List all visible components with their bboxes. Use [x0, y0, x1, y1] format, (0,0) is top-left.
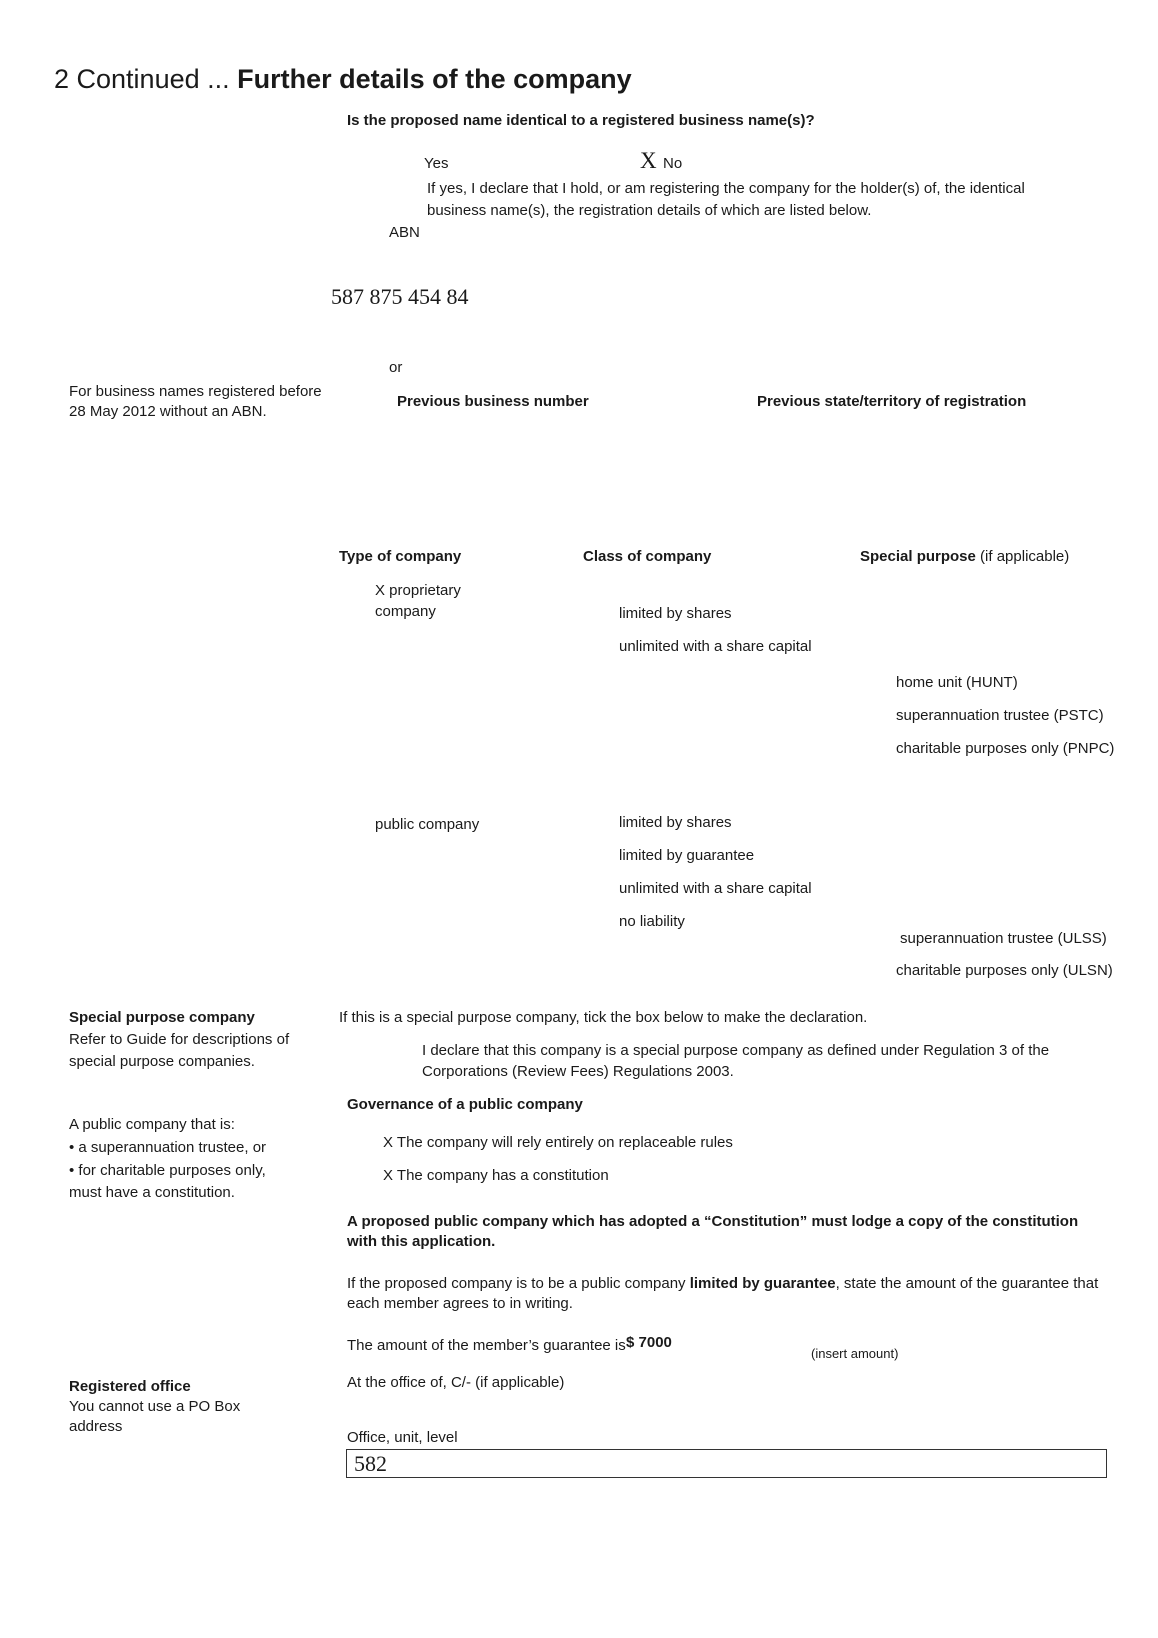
no-checkbox-mark[interactable]: X — [640, 148, 657, 173]
special-purpose-side-title: Special purpose company — [69, 1009, 255, 1026]
prop-class-unlimited[interactable]: unlimited with a share capital — [619, 638, 812, 655]
prev-state-header: Previous state/territory of registration — [757, 393, 1027, 410]
insert-amount-hint: (insert amount) — [811, 1346, 899, 1361]
prop-special-super-trustee[interactable]: superannuation trustee (PSTC) — [896, 707, 1104, 724]
special-purpose-header — [860, 547, 1069, 567]
governance-side-bullet1: • a superannuation trustee, or — [69, 1139, 267, 1156]
guarantee-instruction-bold: limited by guarantee — [689, 1275, 836, 1292]
governance-side-line4: must have a constitution. — [69, 1184, 235, 1201]
page-title — [54, 62, 632, 96]
or-label: or — [389, 359, 403, 376]
office-unit-level-field[interactable] — [346, 1449, 1107, 1478]
abn-field[interactable]: 587 875 454 84 — [331, 284, 469, 309]
public-special-charitable[interactable]: charitable purposes only (ULSN) — [896, 962, 1113, 979]
section-prefix: 2 Continued ... — [54, 64, 238, 94]
prev-business-number-header: Previous business number — [397, 393, 589, 410]
public-special-super-trustee[interactable]: superannuation trustee (ULSS) — [900, 930, 1107, 947]
special-purpose-side-line1: Refer to Guide for descriptions of — [69, 1031, 290, 1048]
business-name-declaration-line1: If yes, I declare that I hold, or am registering the company for the holder(s) of, the identical — [427, 180, 1025, 197]
governance-option-replaceable-rules[interactable]: X The company will rely entirely on replaceable rules — [383, 1134, 733, 1151]
special-purpose-declaration-line1[interactable]: I declare that this company is a special purpose company as defined under Regulation 3 of the — [422, 1042, 1050, 1059]
registered-office-side-title: Registered office — [69, 1378, 191, 1395]
abn-label: ABN — [389, 224, 420, 241]
proprietary-option-line1[interactable]: X proprietary — [375, 582, 461, 599]
business-name-declaration-line2: business name(s), the registration details of which are listed below. — [427, 202, 872, 219]
registered-office-side-line2: address — [69, 1418, 123, 1435]
guarantee-instruction-pre: If the proposed company is to be a public company — [347, 1275, 690, 1292]
registered-office-side-line1: You cannot use a PO Box — [69, 1398, 241, 1415]
no-checkbox-label[interactable]: No — [663, 155, 683, 172]
public-class-no-liability[interactable]: no liability — [619, 913, 685, 930]
proprietary-option-line2[interactable]: company — [375, 603, 436, 620]
governance-side-bullet2: • for charitable purposes only, — [69, 1162, 266, 1179]
section-title: Further details of the company — [237, 64, 632, 94]
guarantee-instruction-post: , state the amount of the guarantee that — [835, 1275, 1099, 1292]
class-of-company-header: Class of company — [583, 548, 712, 565]
prop-special-charitable[interactable]: charitable purposes only (PNPC) — [896, 740, 1115, 757]
public-class-limited-by-guarantee[interactable]: limited by guarantee — [619, 847, 755, 864]
type-of-company-header: Type of company — [339, 548, 462, 565]
prop-class-limited-by-shares[interactable]: limited by shares — [619, 605, 732, 622]
special-purpose-declaration-line2[interactable]: Corporations (Review Fees) Regulations 2003. — [422, 1063, 734, 1080]
guarantee-instruction-line1 — [347, 1274, 1098, 1294]
public-class-unlimited[interactable]: unlimited with a share capital — [619, 880, 812, 897]
special-purpose-header-suffix: (if applicable) — [975, 548, 1070, 565]
business-name-question: Is the proposed name identical to a registered business name(s)? — [347, 112, 815, 129]
side-note-line1: For business names registered before — [69, 383, 322, 400]
guarantee-amount-field[interactable]: $ 7000 — [626, 1334, 672, 1351]
special-purpose-side-line2: special purpose companies. — [69, 1053, 255, 1070]
special-purpose-header-label: Special purpose — [860, 548, 976, 565]
constitution-notice-line2: with this application. — [347, 1233, 496, 1250]
governance-side-line1: A public company that is: — [69, 1116, 235, 1133]
constitution-notice-line1: A proposed public company which has adopted a “Constitution” must lodge a copy of the constitution — [347, 1213, 1079, 1230]
public-class-limited-by-shares[interactable]: limited by shares — [619, 814, 732, 831]
public-company-option[interactable]: public company — [375, 816, 480, 833]
office-unit-level-value: 582 — [354, 1451, 387, 1476]
guarantee-amount-label: The amount of the member’s guarantee is — [347, 1337, 626, 1354]
prop-special-home-unit[interactable]: home unit (HUNT) — [896, 674, 1018, 691]
side-note-line2: 28 May 2012 without an ABN. — [69, 403, 267, 420]
yes-checkbox-label[interactable]: Yes — [424, 155, 449, 172]
care-of-label: At the office of, C/- (if applicable) — [347, 1374, 565, 1391]
special-purpose-instruction: If this is a special purpose company, tick the box below to make the declaration. — [339, 1009, 868, 1026]
office-unit-level-label: Office, unit, level — [347, 1429, 458, 1446]
governance-title: Governance of a public company — [347, 1096, 583, 1113]
guarantee-instruction-line2: each member agrees to in writing. — [347, 1295, 573, 1312]
governance-option-constitution[interactable]: X The company has a constitution — [383, 1167, 609, 1184]
